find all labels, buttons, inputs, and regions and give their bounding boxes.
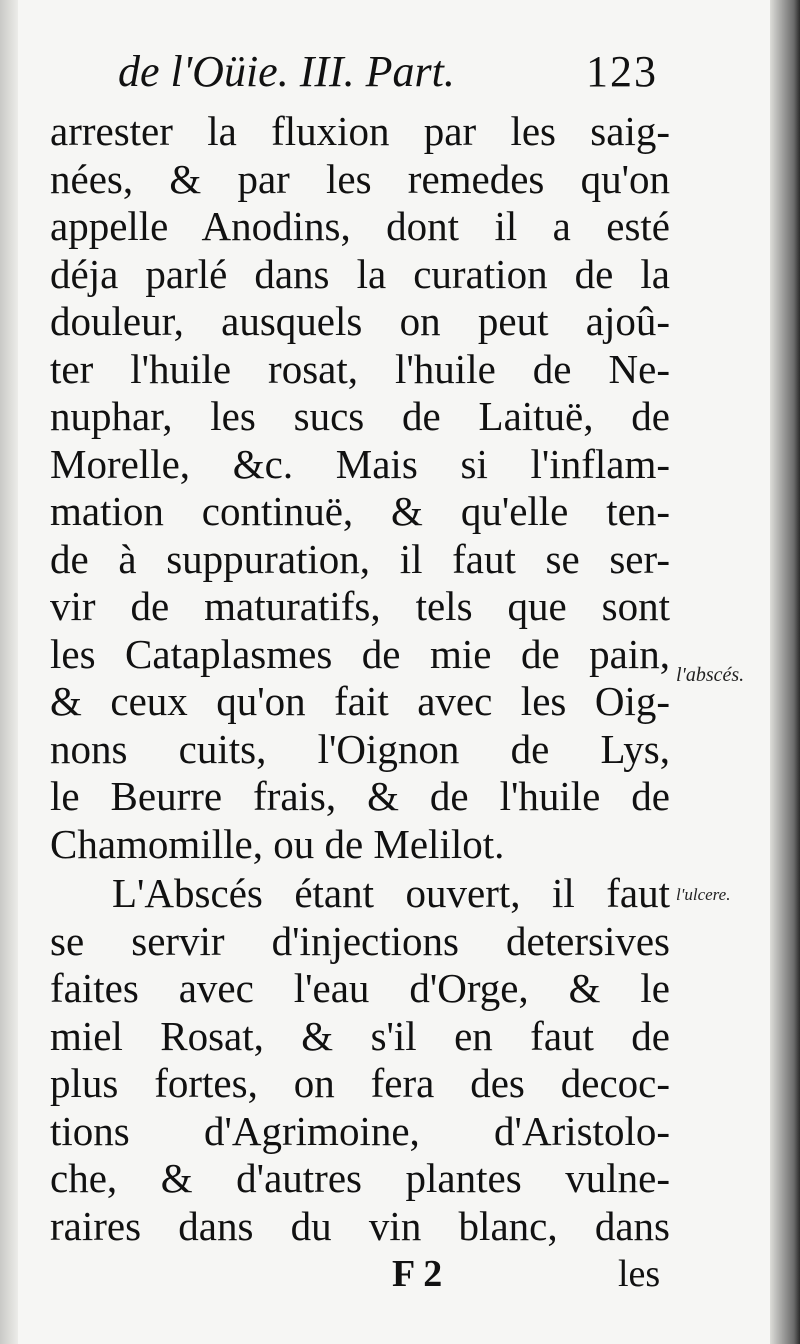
text-line: che, & d'autres plantes vulne-: [50, 1155, 670, 1201]
signature-mark: F 2: [392, 1253, 443, 1295]
text-line: nées, & par les remedes qu'on: [50, 155, 670, 202]
text-line: L'Abscés étant ouvert, il faut: [112, 870, 670, 916]
page-edge-left: [0, 0, 18, 1344]
text-line: arrester la fluxion par les saig-: [50, 108, 670, 154]
catchword: les: [618, 1253, 661, 1295]
text-line: & ceux qu'on fait avec les Oig-: [50, 678, 670, 724]
margin-note-abscess: l'abscés.: [676, 664, 745, 686]
text-line: tions d'Agrimoine, d'Aristolo-: [50, 1107, 670, 1154]
text-line: déja parlé dans la curation de la: [50, 250, 670, 297]
text-line: douleur, ausquels on peut ajoû-: [50, 298, 670, 344]
text-line: se servir d'injections detersives: [50, 917, 670, 964]
text-line: miel Rosat, & s'il en faut de: [50, 1012, 670, 1059]
text-line: faites avec l'eau d'Orge, & le: [50, 965, 670, 1011]
text-line: appelle Anodins, dont il a esté: [50, 203, 670, 249]
text-line: mation continuë, & qu'elle ten-: [50, 488, 670, 534]
text-line: ter l'huile rosat, l'huile de Ne-: [50, 345, 670, 392]
text-line: vir de maturatifs, tels que sont: [50, 583, 670, 629]
text-line: raires dans du vin blanc, dans: [50, 1202, 670, 1249]
page-header: [118, 46, 658, 106]
text-line: les Cataplasmes de mie de pain,: [50, 630, 670, 677]
text-line: Chamomille, ou de Melilot.: [50, 820, 505, 867]
text-line: Morelle, &c. Mais si l'inflam-: [50, 440, 670, 487]
running-head: de l'Oüie. III. Part.: [118, 47, 455, 96]
margin-note-ulcer: l'ulcere.: [676, 885, 731, 904]
text-line: le Beurre frais, & de l'huile de: [50, 773, 670, 819]
page-number: 123: [586, 47, 658, 96]
page-edge-right: [770, 0, 800, 1344]
text-line: nons cuits, l'Oignon de Lys,: [50, 725, 670, 772]
text-line: plus fortes, on fera des decoc-: [50, 1060, 670, 1106]
body-text: [50, 108, 670, 1250]
text-line: de à suppuration, il faut se ser-: [50, 535, 670, 582]
text-line: nuphar, les sucs de Laituë, de: [50, 393, 670, 439]
